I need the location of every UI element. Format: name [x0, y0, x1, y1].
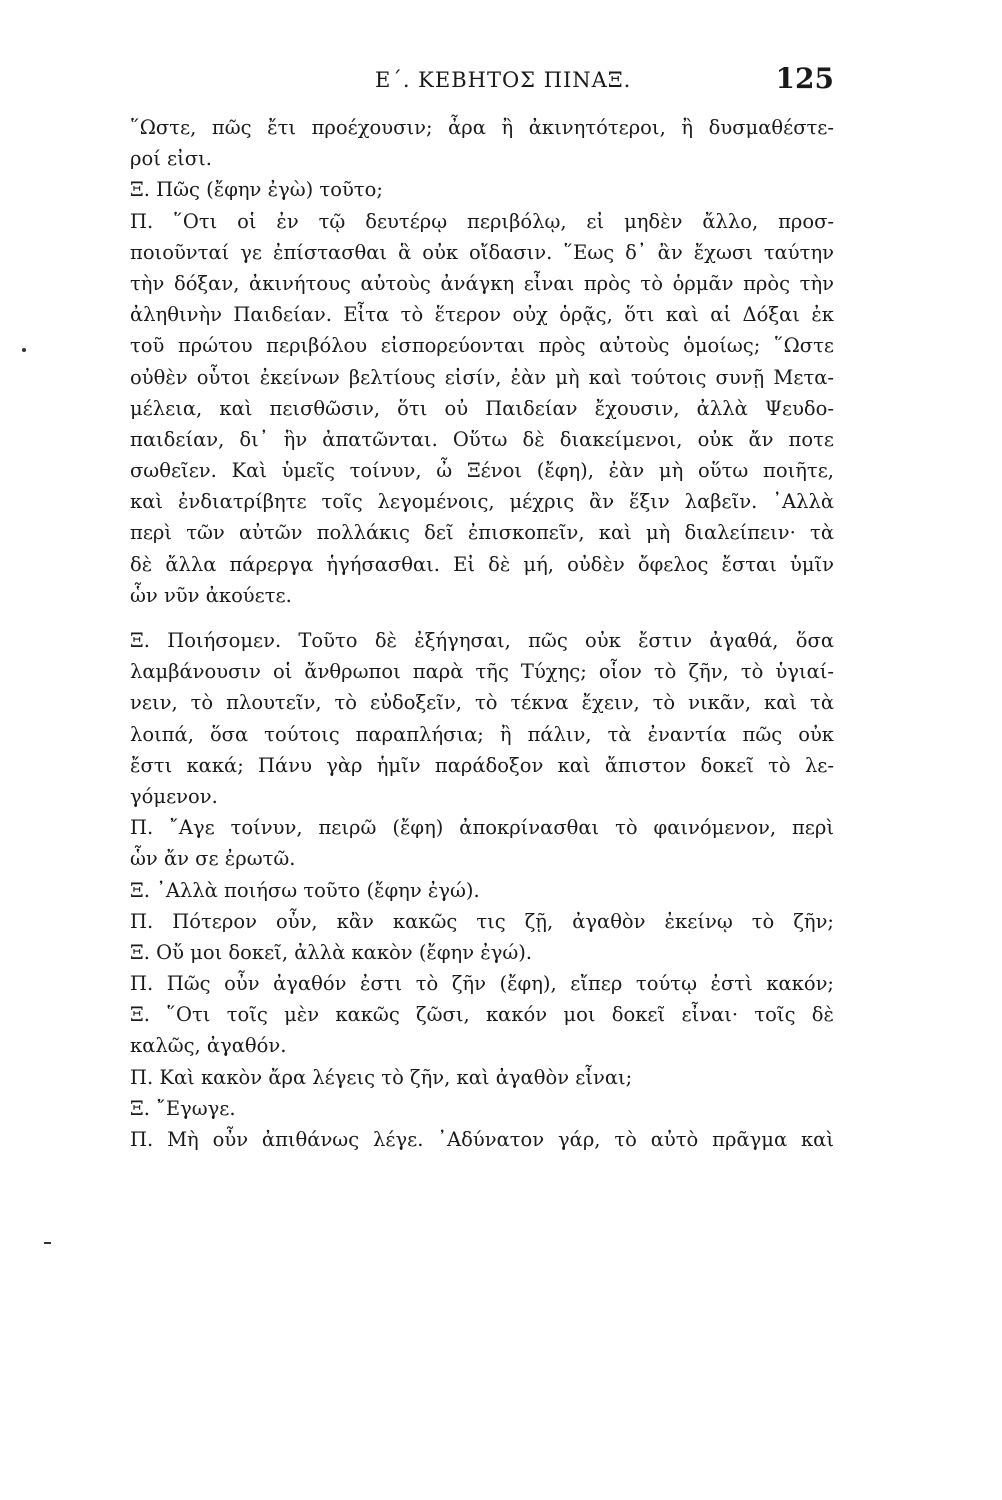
page-number: 125	[775, 62, 834, 95]
text-line: ὧν ἄν σε ἐρωτῶ.	[130, 847, 296, 871]
text-line: Ξ. ᾿Αλλὰ ποιήσω τοῦτο (ἔφην ἐγώ).	[130, 878, 480, 902]
text-line: Π. Καὶ κακὸν ἄρα λέγεις τὸ ζῆν, καὶ ἀγαθὸν εἶναι;	[130, 1065, 633, 1089]
running-title: Ε΄. ΚΕΒΗΤΟΣ ΠΙΝΑΞ.	[375, 68, 632, 92]
text-line: καὶ ἐνδιατρίβητε τοῖς λεγομένοις, μέχρις ἂν ἕξιν λαβεῖν. ᾿Αλλὰ	[130, 490, 834, 514]
text-line: τοῦ πρώτου περιβόλου εἰσπορεύονται πρὸς αὐτοὺς ὁμοίως; ῞Ωστε	[130, 334, 834, 358]
text-line: Π. ῎Αγε τοίνυν, πειρῶ (ἔφη) ἀποκρίνασθαι τὸ φαινόμενον, περὶ	[130, 816, 834, 840]
text-line: Ξ. Οὔ μοι δοκεῖ, ἀλλὰ κακὸν (ἔφην ἐγώ).	[130, 940, 533, 964]
margin-dot	[22, 348, 26, 352]
text-body	[130, 112, 834, 1155]
margin-dash	[44, 1242, 51, 1244]
text-line: σωθεῖεν. Καὶ ὑμεῖς τοίνυν, ὦ Ξένοι (ἔφη), ἐὰν μὴ οὕτω ποιῆτε,	[130, 459, 834, 483]
text-line: Ξ. Ποιήσομεν. Τοῦτο δὲ ἐξήγησαι, πῶς οὐκ ἔστιν ἀγαθά, ὅσα	[130, 629, 834, 652]
text-line: λαμβάνουσιν οἱ ἄνθρωποι παρὰ τῆς Τύχης; οἷον τὸ ζῆν, τὸ ὑγιαί-	[130, 660, 834, 684]
text-line: δὲ ἄλλα πάρεργα ἡγήσασθαι. Εἰ δὲ μή, οὐδὲν ὄφελος ἔσται ὑμῖν	[130, 552, 834, 576]
page-header	[130, 62, 834, 102]
text-line: περὶ τῶν αὐτῶν πολλάκις δεῖ ἐπισκοπεῖν, καὶ μὴ διαλείπειν· τὰ	[130, 521, 834, 545]
text-line: Π. Πότερον οὖν, κἂν κακῶς τις ζῇ, ἀγαθὸν ἐκείνῳ τὸ ζῆν;	[130, 909, 834, 933]
text-line: νειν, τὸ πλουτεῖν, τὸ εὐδοξεῖν, τὸ τέκνα ἔχειν, τὸ νικᾶν, καὶ τὰ	[130, 691, 834, 715]
text-line: ἔστι κακά; Πάνυ γὰρ ἡμῖν παράδοξον καὶ ἄπιστον δοκεῖ τὸ λε-	[130, 753, 834, 777]
text-line: ὧν νῦν ἀκούετε.	[130, 583, 292, 607]
text-line: Π. Πῶς οὖν ἀγαθόν ἐστι τὸ ζῆν (ἔφη), εἴπερ τούτῳ ἐστὶ κακόν;	[130, 972, 834, 996]
text-line: λοιπά, ὅσα τούτοις παραπλήσια; ἢ πάλιν, τὰ ἐναντία πῶς οὐκ	[130, 722, 834, 746]
text-line: μέλεια, καὶ πεισθῶσιν, ὅτι οὐ Παιδείαν ἔχουσιν, ἀλλὰ Ψευδο-	[130, 396, 834, 420]
text-line: τὴν δόξαν, ἀκινήτους αὐτοὺς ἀνάγκη εἶναι πρὸς τὸ ὁρμᾶν πρὸς τὴν	[130, 271, 834, 295]
text-line: ἀληθινὴν Παιδείαν. Εἶτα τὸ ἕτερον οὐχ ὁρᾷς, ὅτι καὶ αἱ Δόξαι ἐκ	[130, 303, 834, 327]
text-line: ποιοῦνταί γε ἐπίστασθαι ἃ οὐκ οἴδασιν. ῞Εως δ᾽ ἂν ἔχωσι ταύτην	[130, 240, 834, 264]
text-line: Ξ. ῎Εγωγε.	[130, 1096, 236, 1120]
text-line: καλῶς, ἀγαθόν.	[130, 1034, 287, 1058]
text-line: Ξ. ῞Οτι τοῖς μὲν κακῶς ζῶσι, κακόν μοι δοκεῖ εἶναι· τοῖς δὲ	[130, 1003, 834, 1027]
text-line: Π. Μὴ οὖν ἀπιθάνως λέγε. ᾿Αδύνατον γάρ, τὸ αὐτὸ πρᾶγμα καὶ	[130, 1128, 834, 1151]
text-line: παιδείαν, δι᾽ ἣν ἀπατῶνται. Οὕτω δὲ διακείμενοι, οὐκ ἄν ποτε	[130, 427, 834, 451]
text-line: Π. ῞Οτι οἱ ἐν τῷ δευτέρῳ περιβόλῳ, εἰ μηδὲν ἄλλο, προσ-	[130, 209, 834, 233]
text-line: γόμενον.	[130, 784, 218, 808]
text-line: ῞Ωστε, πῶς ἔτι προέχουσιν; ἆρα ἢ ἀκινητότεροι, ἢ δυσμαθέστε-	[130, 116, 834, 139]
text-line: οὐθὲν οὗτοι ἐκείνων βελτίους εἰσίν, ἐὰν μὴ καὶ τούτοις συνῇ Μετα-	[130, 365, 834, 389]
text-line: ροί εἰσι.	[130, 147, 212, 171]
text-line: Ξ. Πῶς (ἔφην ἐγὼ) τοῦτο;	[130, 178, 383, 202]
